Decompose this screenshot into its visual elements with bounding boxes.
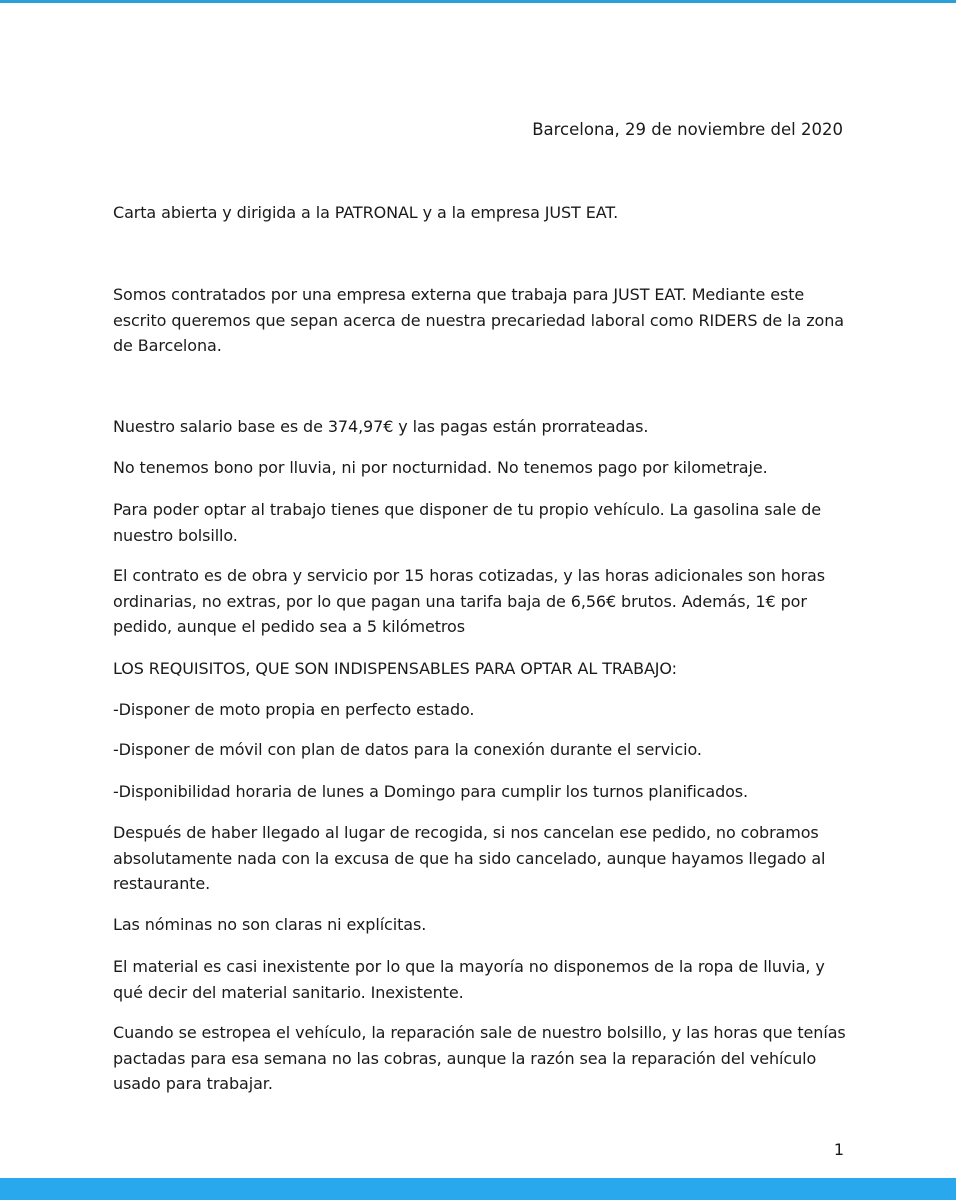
- paragraph-material: El material es casi inexistente por lo que la mayoría no disponemos de la ropa de lluvia, y qué decir del material sanitario. Inexistente.: [113, 957, 825, 1002]
- paragraph-contract: El contrato es de obra y servicio por 15 horas cotizadas, y las horas adicionales son horas ordinarias, no extras, por lo que pagan una tarifa baja de 6,56€ brutos. Además, 1€ por pedido, aunque el pedido sea a 5 kilómetros: [113, 566, 826, 636]
- paragraph-repair: Cuando se estropea el vehículo, la reparación sale de nuestro bolsillo, y las horas que tenías pactadas para esa semana no las cobras, aunque la razón sea la reparación del vehículo usado para trabajar.: [113, 1023, 846, 1093]
- date-line: Barcelona, 29 de noviembre del 2020: [532, 120, 843, 139]
- bottom-accent-bar: [0, 1178, 956, 1200]
- page-number: 1: [833, 1140, 844, 1159]
- requirement-item: -Disponibilidad horaria de lunes a Domingo para cumplir los turnos planificados.: [113, 782, 749, 801]
- paragraph-vehicle: Para poder optar al trabajo tienes que disponer de tu propio vehículo. La gasolina sale de nuestro bolsillo.: [113, 500, 822, 545]
- top-accent-bar: [0, 0, 956, 3]
- letter-heading: Carta abierta y dirigida a la PATRONAL y a la empresa JUST EAT.: [113, 203, 619, 222]
- paragraph-salary: Nuestro salario base es de 374,97€ y las pagas están prorrateadas.: [113, 417, 649, 436]
- requirements-heading: LOS REQUISITOS, QUE SON INDISPENSABLES PARA OPTAR AL TRABAJO:: [113, 659, 677, 678]
- paragraph-bonus: No tenemos bono por lluvia, ni por nocturnidad. No tenemos pago por kilometraje.: [113, 458, 768, 477]
- paragraph-cancellation: Después de haber llegado al lugar de recogida, si nos cancelan ese pedido, no cobramos absolutamente nada con la excusa de que ha sido cancelado, aunque hayamos llegado al restaurante.: [113, 823, 826, 893]
- requirement-item: -Disponer de moto propia en perfecto estado.: [113, 700, 475, 719]
- paragraph-payslips: Las nóminas no son claras ni explícitas.: [113, 915, 427, 934]
- requirement-item: -Disponer de móvil con plan de datos para la conexión durante el servicio.: [113, 740, 702, 759]
- paragraph-intro: Somos contratados por una empresa externa que trabaja para JUST EAT. Mediante este escrito queremos que sepan acerca de nuestra precariedad laboral como RIDERS de la zona de Barcelona.: [113, 285, 844, 355]
